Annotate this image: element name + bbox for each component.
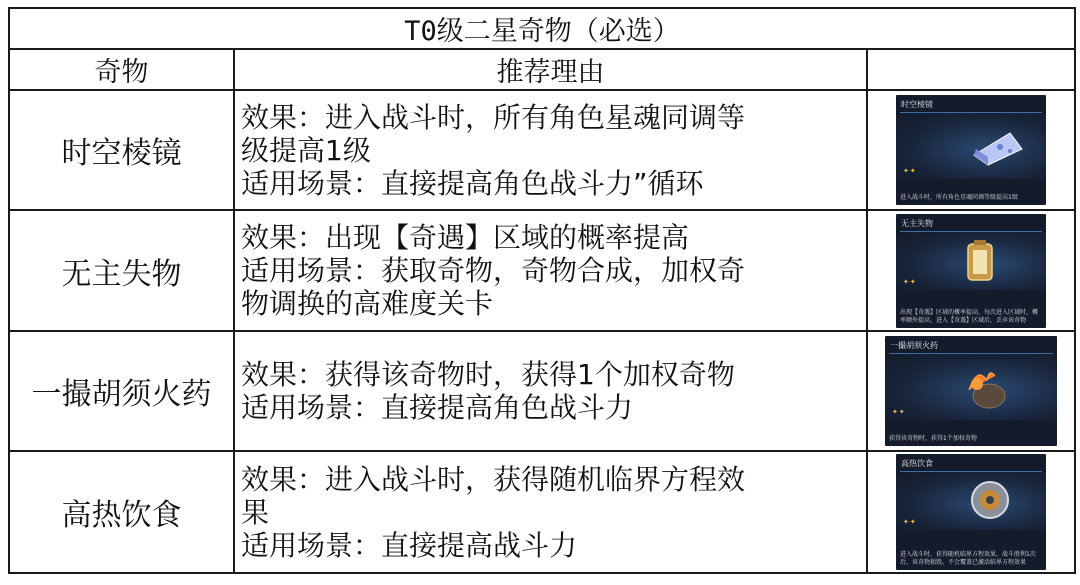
card-title: 一撮胡须火药 <box>890 341 938 350</box>
item-name: 一撮胡须火药 <box>9 331 234 451</box>
reason-line: 级提高1级 <box>241 133 371 167</box>
card-stars: ✦✦ <box>903 518 917 526</box>
reason-line: 适用场景：直接提高角色战斗力”循环 <box>241 166 704 200</box>
reason-line: 适用场景：直接提高角色战斗力 <box>241 391 634 424</box>
item-reason <box>234 210 867 331</box>
item-name: 高热饮食 <box>9 451 234 573</box>
item-card <box>896 95 1046 205</box>
reason-line: 效果：获得该奇物时，获得1个加权奇物 <box>241 358 735 391</box>
card-stars: ✦✦ <box>903 167 917 175</box>
item-image-cell <box>867 331 1075 451</box>
item-card <box>885 336 1057 446</box>
reason-line: 效果：进入战斗时，获得随机临界方程效 <box>241 462 746 496</box>
item-image-cell <box>867 451 1075 573</box>
card-stars: ✦✦ <box>903 277 917 286</box>
reason-line: 效果：进入战斗时，所有角色星魂同调等 <box>241 100 746 134</box>
table-row <box>9 90 1075 210</box>
header-image <box>867 49 1075 90</box>
item-name: 时空棱镜 <box>9 90 234 210</box>
recommendation-table <box>8 7 1076 574</box>
reason-line: 物调换的高难度关卡 <box>241 287 494 320</box>
table-row <box>9 451 1075 573</box>
card-description: 获得该奇物时，获得1个加权奇物 <box>889 435 977 442</box>
reason-line: 适用场景：获取奇物，奇物合成，加权奇 <box>241 254 746 287</box>
item-reason <box>234 331 867 451</box>
item-image-cell <box>867 90 1075 210</box>
item-image-cell <box>867 210 1075 331</box>
canister-icon <box>968 478 1012 522</box>
item-name: 无主失物 <box>9 210 234 331</box>
card-title: 时空棱镜 <box>901 100 933 109</box>
item-reason <box>234 90 867 210</box>
table-title: T0级二星奇物（必选） <box>9 8 1075 49</box>
item-card <box>896 214 1046 328</box>
card-stars: ✦✦ <box>892 408 906 416</box>
item-reason <box>234 451 867 573</box>
card-description: 出现【奇遇】区域的概率提高，每次进入区域时，概率额外提高，进入【奇遇】区域后，丢弃该奇物 <box>900 308 1039 324</box>
item-card <box>896 454 1046 570</box>
header-reason: 推荐理由 <box>234 49 867 90</box>
header-item: 奇物 <box>9 49 234 90</box>
prism-icon <box>970 127 1026 169</box>
lantern-icon <box>960 238 1000 284</box>
card-title: 高热饮食 <box>901 459 933 468</box>
card-title: 无主失物 <box>901 218 933 228</box>
gunpowder-icon <box>959 362 1011 412</box>
card-description: 进入战斗时，获得随机临界方程效果，战斗胜利1次后，该奇物损毁。不会覆盖已激活临界方程效果 <box>900 551 1036 566</box>
reason-line: 果 <box>241 495 270 529</box>
card-description: 进入战斗时，所有角色星魂同调等级提高1级 <box>900 194 1018 201</box>
reason-line: 效果：出现【奇遇】区域的概率提高 <box>241 221 690 254</box>
reason-line: 适用场景：直接提高战斗力 <box>241 528 578 562</box>
table-row <box>9 331 1075 451</box>
table-row <box>9 210 1075 331</box>
